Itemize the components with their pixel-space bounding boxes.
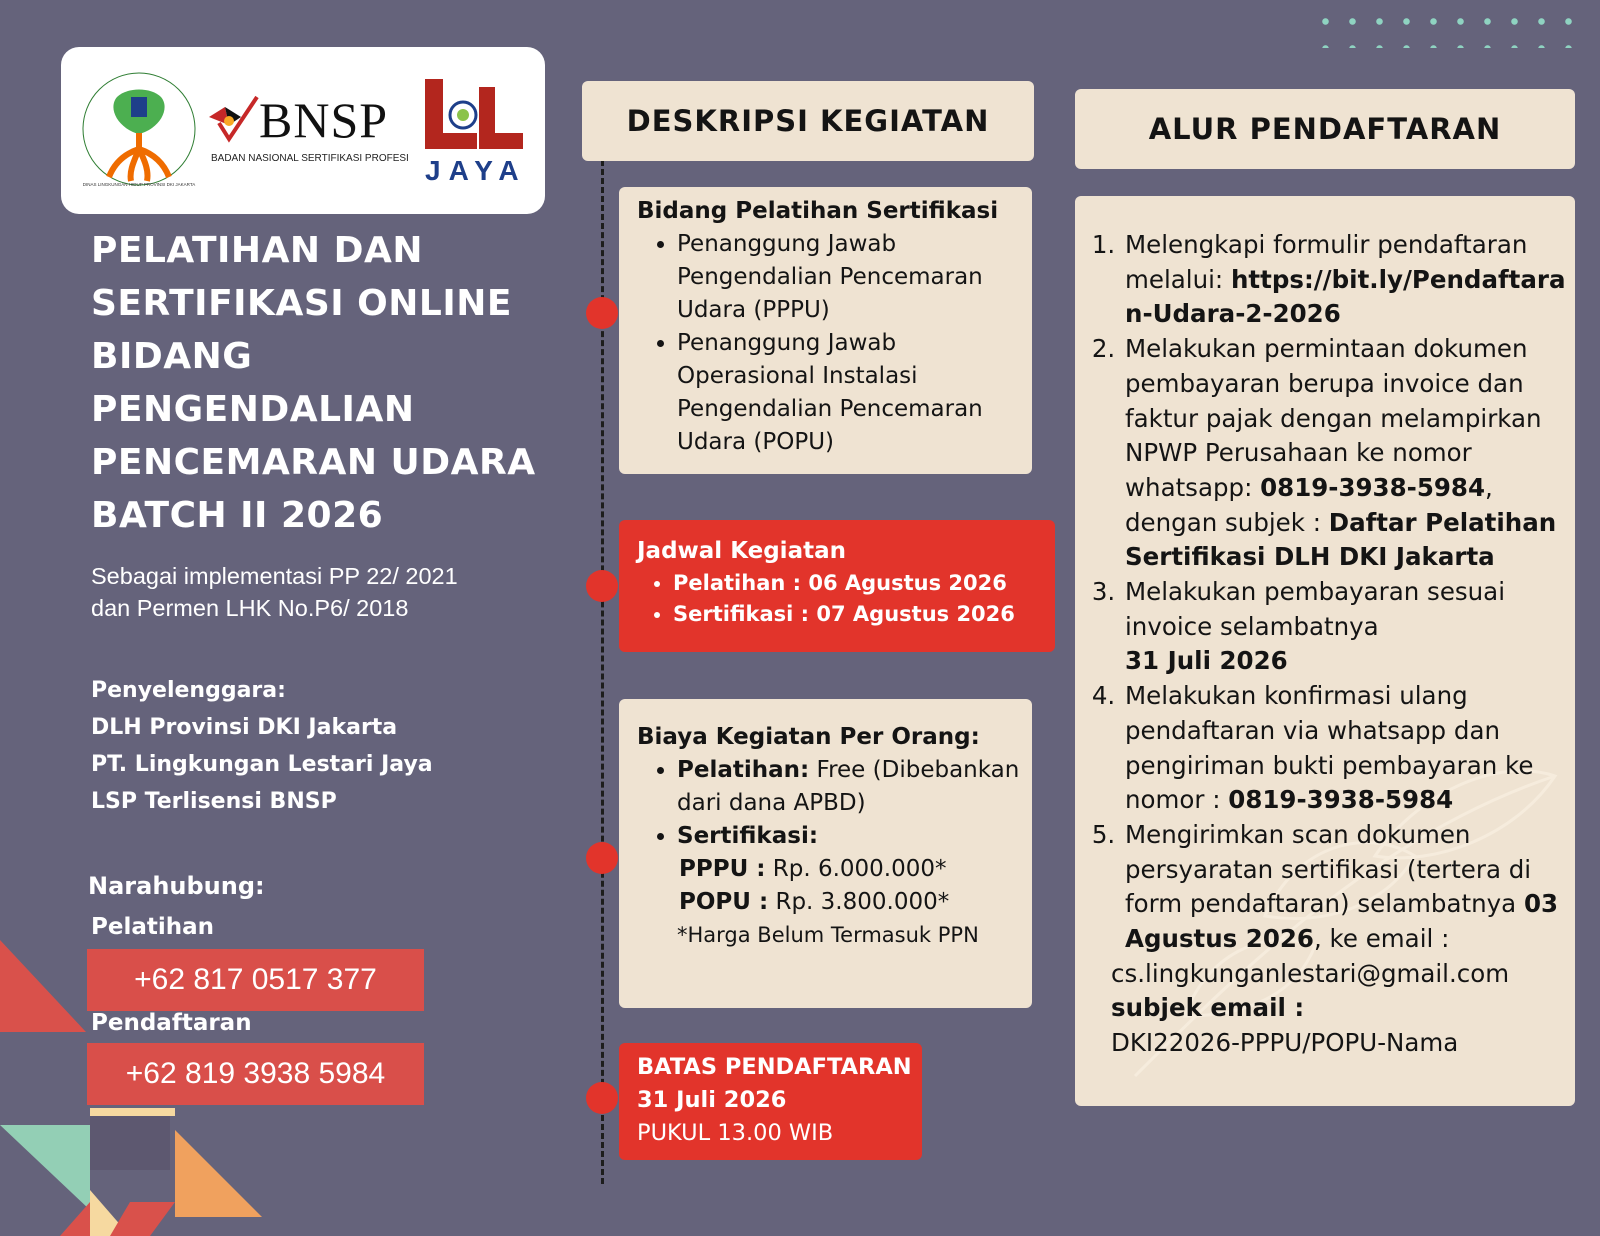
bnsp-check-icon [207,95,259,145]
bnsp-wordmark: BNSP [259,92,389,148]
batas-card [619,1043,922,1160]
biaya-note: *Harga Belum Termasuk PPN [677,923,979,947]
step-item: 5. Mengirimkan scan dokumen persyaratan sertifikasi (tertera di form pendaftaran) selambatnya 03 Agustus 2026, ke email : [1123,818,1567,957]
regulation-subtitle: Sebagai implementasi PP 22/ 2021 dan Permen LHK No.P6/ 2018 [91,563,458,621]
jadwal-item: • Sertifikasi : 07 Agustus 2026 [673,599,1055,630]
batas-date: 31 Juli 2026 [637,1087,787,1113]
alur-card [1075,196,1575,1106]
deskripsi-header: DESKRIPSI KEGIATAN [582,81,1034,161]
dlh-dki-logo [79,69,199,189]
phone-pendaftaran[interactable]: +62 819 3938 5984 [87,1043,424,1105]
timeline-node [586,570,618,602]
bidang-item: • Penanggung Jawab Operasional Instalasi Pengendalian Pencemaran Udara (POPU) [677,327,1032,459]
logo-card [61,47,545,214]
step-item: 4. Melakukan konfirmasi ulang pendaftaran via whatsapp dan pengiriman bukti pembayaran ke nomor : 0819-3938-5984 [1123,679,1567,818]
email-address[interactable]: cs.lingkunganlestari@gmail.com [1111,958,1510,988]
timeline-node [586,297,618,329]
organizer-item: LSP Terlisensi BNSP [91,789,337,814]
organizer-item: DLH Provinsi DKI Jakarta [91,715,398,740]
llj-logo [423,77,531,187]
contact-label-pelatihan: Pelatihan [91,914,215,940]
step-item: 3. Melakukan pembayaran sesuai invoice selambatnya 31 Juli 2026 [1123,575,1567,679]
jadwal-item: • Pelatihan : 06 Agustus 2026 [673,568,1055,599]
batas-title: BATAS PENDAFTARAN [637,1054,912,1080]
bidang-title: Bidang Pelatihan Sertifikasi [637,198,999,224]
organizer-heading: Penyelenggara: [91,678,286,703]
step-item: 1. Melengkapi formulir pendaftaran melalui: https://bit.ly/Pendaftaran-Udara-2-2026 [1123,228,1567,332]
organizer-item: PT. Lingkungan Lestari Jaya [91,752,433,777]
page-title: PELATIHAN DAN SERTIFIKASI ONLINE BIDANG PENGENDALIAN PENCEMARAN UDARA BATCH II 2026 [91,230,536,536]
phone-pelatihan[interactable]: +62 817 0517 377 [87,949,424,1011]
email-subject-label: subjek email : [1111,993,1305,1023]
step-item: 2. Melakukan permintaan dokumen pembayaran berupa invoice dan faktur pajak dengan melampirkan NPWP Perusahaan ke nomor whatsapp: 0819-3938-5984, dengan subjek : Daftar Pelatihan Sertifikasi DLH DKI Jakarta [1123,332,1567,575]
biaya-pelatihan: • Pelatihan: Free (Dibebankan dari dana APBD) [677,754,1032,820]
alur-header: ALUR PENDAFTARAN [1075,89,1575,169]
svg-text:DINAS LINGKUNGAN HIDUP PROVINS: DINAS LINGKUNGAN HIDUP PROVINSI DKI JAKARTA [82,182,196,187]
llj-wordmark: JAYA [425,155,527,186]
timeline-node [586,1082,618,1114]
timeline-node [586,842,618,874]
registration-link[interactable]: https://bit.ly/Pendaftaran-Udara-2-2026 [1125,264,1566,329]
biaya-popu: POPU : Rp. 3.800.000* [679,889,950,915]
biaya-pppu: PPPU : Rp. 6.000.000* [679,856,947,882]
registration-steps [1087,228,1567,957]
bidang-card [619,187,1032,474]
bnsp-logo [207,87,409,169]
bidang-item: • Penanggung Jawab Pengendalian Pencemaran Udara (PPPU) [677,228,1032,327]
email-subject-value: DKI22026-PPPU/POPU-Nama [1111,1028,1459,1058]
biaya-card [619,699,1032,1008]
contact-heading: Narahubung: [88,872,265,900]
jadwal-card [619,520,1055,652]
bnsp-fullname: BADAN NASIONAL SERTIFIKASI PROFESI [211,153,409,164]
batas-time: PUKUL 13.00 WIB [637,1120,834,1146]
biaya-title: Biaya Kegiatan Per Orang: [637,724,980,750]
biaya-sertifikasi: • Sertifikasi: [677,820,1032,853]
llj-mark-icon [423,77,531,157]
organizer-block [91,672,433,820]
jadwal-title: Jadwal Kegiatan [637,538,846,564]
contact-label-pendaftaran: Pendaftaran [91,1010,252,1036]
decorative-dots [1312,8,1580,48]
